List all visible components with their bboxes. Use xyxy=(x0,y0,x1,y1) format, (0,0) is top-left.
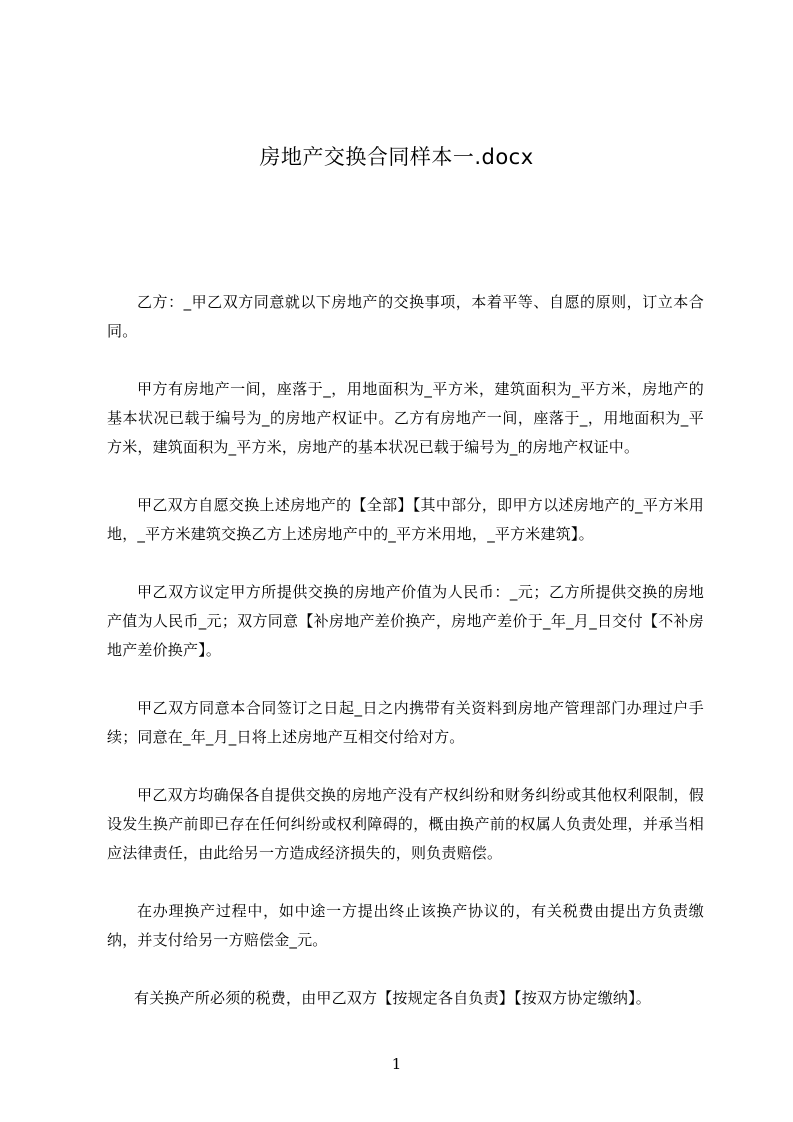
paragraph-taxes: 有关换产所必须的税费，由甲乙双方【按规定各自负责】【按双方协定缴纳】。 xyxy=(134,989,652,1007)
paragraph-title-guarantee: 甲乙双方均确保各自提供交换的房地产没有产权纠纷和财务纠纷或其他权利限制，假设发生换产前即已存在任何纠纷或权利障碍的，概由换产前的权属人负责处理，并承当相应法律责任，由此给另一方造成经济损失的，则负责赔偿。 xyxy=(107,786,704,862)
paragraph-exchange-scope: 甲乙双方自愿交换上述房地产的【全部】【其中部分，即甲方以述房地产的_平方米用地，_平方米建筑交换乙方上述房地产中的_平方米用地，_平方米建筑】。 xyxy=(107,496,704,543)
paragraph-termination: 在办理换产过程中，如中途一方提出终止该换产协议的，有关税费由提出方负责缴纳，并支付给另一方赔偿金_元。 xyxy=(107,902,704,949)
document-body xyxy=(107,288,704,1042)
paragraph-property-details: 甲方有房地产一间，座落于_，用地面积为_平方米，建筑面积为_平方米，房地产的基本状况已载于编号为_的房地产权证中。乙方有房地产一间，座落于_，用地面积为_平方米，建筑面积为_平方米，房地产的基本状况已载于编号为_的房地产权证中。 xyxy=(107,380,704,456)
paragraph-transfer-procedure: 甲乙双方同意本合同签订之日起_日之内携带有关资料到房地产管理部门办理过户手续；同意在_年_月_日将上述房地产互相交付给对方。 xyxy=(107,699,704,746)
paragraph-valuation: 甲乙双方议定甲方所提供交换的房地产价值为人民币：_元；乙方所提供交换的房地产值为人民币_元；双方同意【补房地产差价换产，房地产差价于_年_月_日交付【不补房地产差价换产】。 xyxy=(107,583,704,659)
page-number: 1 xyxy=(391,1055,402,1073)
paragraph-parties: 乙方：_甲乙双方同意就以下房地产的交换事项，本着平等、自愿的原则，订立本合同。 xyxy=(107,293,704,340)
document-title: 房地产交换合同样本一.docx xyxy=(259,145,534,169)
